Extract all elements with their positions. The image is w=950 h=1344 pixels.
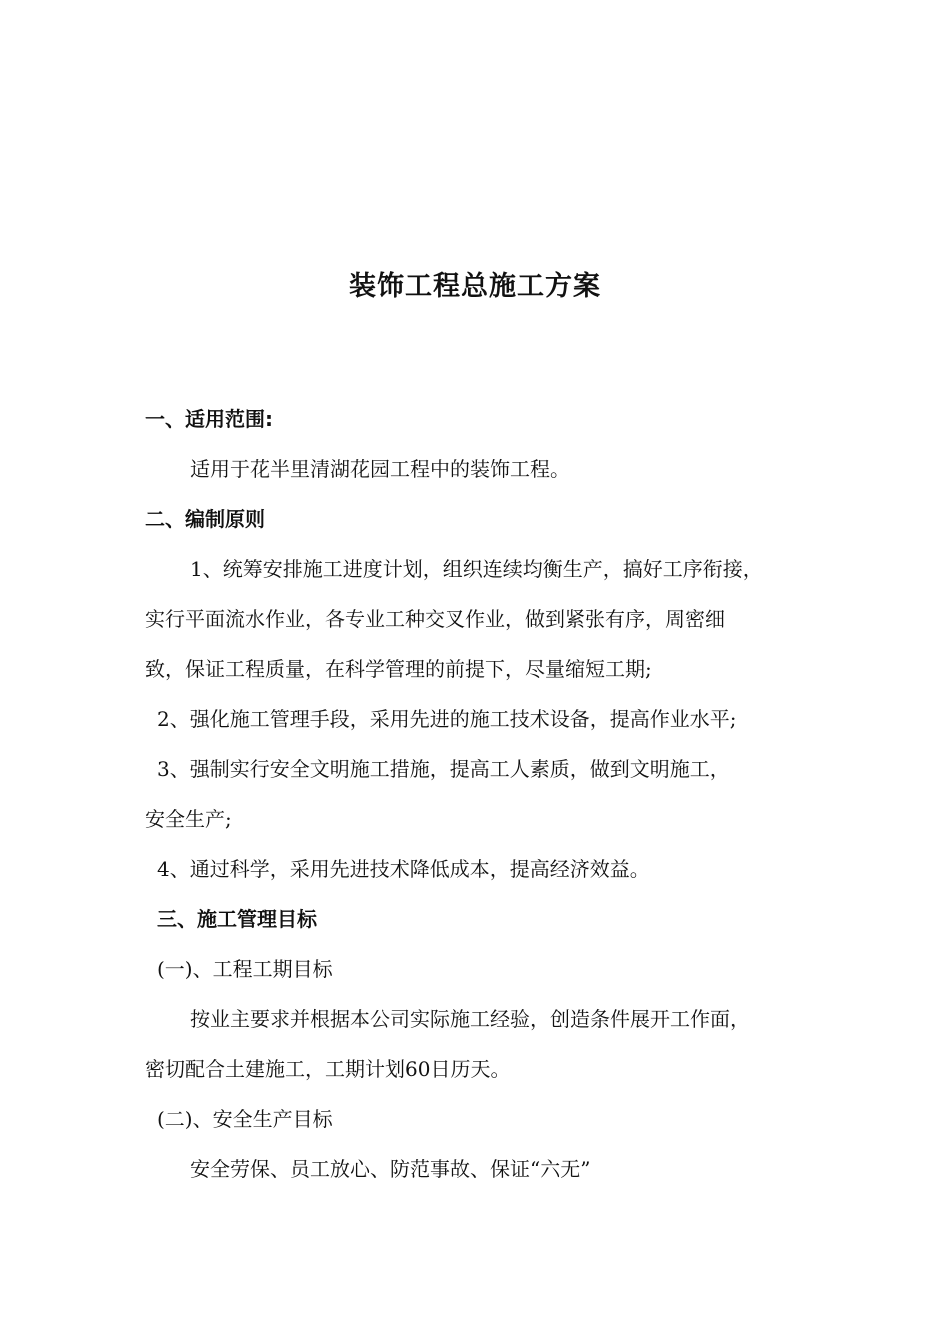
document-title: 装饰工程总施工方案 (349, 271, 601, 302)
section-heading-targets: 三、施工管理目标 (157, 907, 317, 931)
paragraph-line: 密切配合土建施工，工期计划60日历天。 (145, 1057, 511, 1081)
paragraph-line: 按业主要求并根据本公司实际施工经验，创造条件展开工作面， (190, 1007, 750, 1031)
section-heading-scope: 一、适用范围: (145, 407, 273, 431)
section-heading-principles: 二、编制原则 (145, 507, 265, 531)
paragraph-scope: 适用于花半里清湖花园工程中的装饰工程。 (190, 457, 570, 481)
paragraph-line: 实行平面流水作业，各专业工种交叉作业，做到紧张有序，周密细 (145, 607, 725, 631)
paragraph-line: 致，保证工程质量，在科学管理的前提下，尽量缩短工期; (145, 657, 652, 681)
paragraph-line: 安全生产; (145, 807, 232, 831)
paragraph-line: 2、强化施工管理手段，采用先进的施工技术设备，提高作业水平; (157, 707, 737, 731)
subheading-safety: (二)、安全生产目标 (157, 1107, 333, 1131)
paragraph-line: 1、统筹安排施工进度计划，组织连续均衡生产，搞好工序衔接， (190, 557, 763, 581)
paragraph-line: 3、强制实行安全文明施工措施，提高工人素质，做到文明施工， (157, 757, 730, 781)
paragraph-line: 安全劳保、员工放心、防范事故、保证“六无” (190, 1157, 591, 1181)
subheading-schedule: (一)、工程工期目标 (157, 957, 333, 981)
paragraph-line: 4、通过科学，采用先进技术降低成本，提高经济效益。 (157, 857, 650, 881)
